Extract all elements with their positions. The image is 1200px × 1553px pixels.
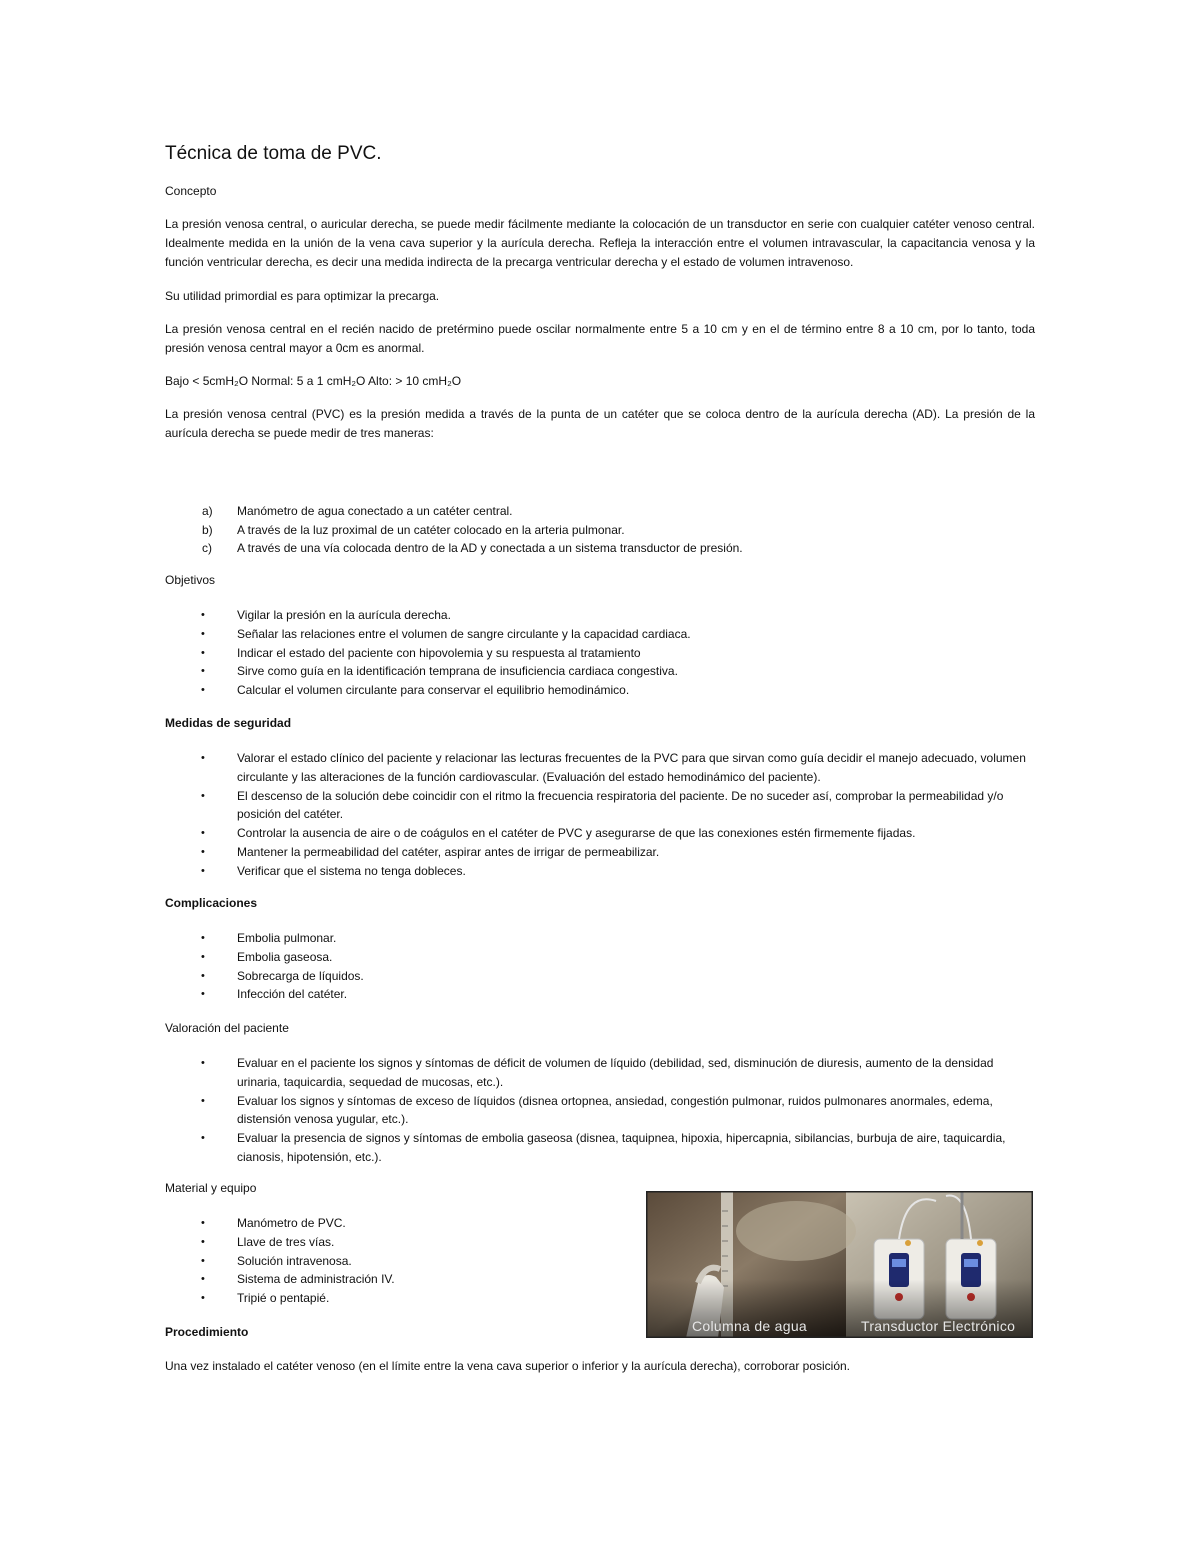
photo-illustration [646, 1191, 1033, 1338]
list-item-text: El descenso de la solución debe coincidir con el ritmo la frecuencia respiratoria del paciente. De no suceder así, comprobar la permeabilidad y/o posición del catéter. [237, 788, 1004, 822]
bullet-icon: • [201, 1254, 205, 1267]
list-item [165, 948, 1035, 967]
list-item-text: Mantener la permeabilidad del catéter, aspirar antes de irrigar de permeabilizar. [237, 844, 660, 859]
concepto-paragraph-3: La presión venosa central en el recién nacido de pretérmino puede oscilar normalmente entre 5 a 10 cm y en el de término entre 8 a 10 cm, por lo tanto, toda presión venosa central mayor a 0cm es anormal. [165, 322, 1035, 355]
list-item [165, 1214, 605, 1233]
list-item-text: Sirve como guía en la identificación temprana de insuficiencia cardiaca congestiva. [237, 664, 678, 679]
list-item [165, 1129, 1035, 1167]
list-item [165, 644, 1035, 663]
list-item-text: Embolia pulmonar. [237, 931, 337, 945]
list-item-text: Embolia gaseosa. [237, 949, 333, 964]
list-item [165, 1289, 605, 1308]
list-item [165, 681, 1035, 700]
list-marker: b) [202, 522, 213, 537]
objetivos-list [165, 606, 1035, 700]
bullet-icon: • [201, 684, 205, 697]
complicaciones-list [165, 929, 1035, 1004]
bullet-icon: • [201, 932, 205, 944]
bullet-icon: • [201, 1094, 205, 1107]
list-item-text: Manómetro de PVC. [237, 1216, 346, 1230]
list-item [165, 1054, 1035, 1092]
bullet-icon: • [201, 752, 205, 764]
list-item-text: Valorar el estado clínico del paciente y relacionar las lecturas frecuentes de la PVC para que sirvan como guía decidir el manejo adecuado, volumen circulante y las alteraciones de la función cardiovascular. (Evaluación del estado hemodinámico del paciente). [237, 751, 1026, 784]
heading-valoracion: Valoración del paciente [165, 1021, 289, 1035]
bullet-icon: • [201, 609, 205, 621]
concepto-paragraph-5: La presión venosa central (PVC) es la presión medida a través de la punta de un catéter que se coloca dentro de la aurícula derecha (AD). La presión de la aurícula derecha se puede medir de tres maneras: [165, 407, 1035, 440]
seguridad-list [165, 749, 1035, 881]
list-item [165, 749, 1035, 787]
valoracion-list [165, 1054, 1035, 1167]
list-item [165, 662, 1035, 681]
list-item [165, 502, 743, 521]
list-item-text: Señalar las relaciones entre el volumen de sangre circulante y la capacidad cardiaca. [237, 626, 691, 641]
list-item-text: Sistema de administración IV. [237, 1272, 395, 1287]
list-item-text: Tripié o pentapié. [237, 1291, 330, 1306]
list-marker: c) [202, 541, 212, 555]
bullet-icon: • [201, 1292, 205, 1305]
bullet-icon: • [201, 789, 205, 802]
list-item-text: A través de la luz proximal de un catéter colocado en la arteria pulmonar. [237, 522, 625, 537]
bullet-icon: • [201, 1057, 205, 1069]
list-item [165, 1252, 605, 1271]
list-item [165, 929, 1035, 948]
list-item [165, 787, 1035, 825]
bullet-icon: • [201, 665, 205, 678]
list-item-text: Controlar la ausencia de aire o de coágulos en el catéter de PVC y asegurarse de que las conexiones estén firmemente fijadas. [237, 826, 916, 841]
list-item-text: A través de una vía colocada dentro de la AD y conectada a un sistema transductor de presión. [237, 541, 743, 555]
bullet-icon: • [201, 646, 205, 659]
heading-concepto: Concepto [165, 184, 217, 198]
list-item-text: Manómetro de agua conectado a un catéter central. [237, 504, 513, 518]
bullet-icon: • [201, 1273, 205, 1286]
heading-complicaciones: Complicaciones [165, 896, 258, 910]
list-item-text: Sobrecarga de líquidos. [237, 968, 364, 983]
bullet-icon: • [201, 627, 205, 640]
bullet-icon: • [201, 845, 205, 858]
heading-procedimiento: Procedimiento [165, 1325, 249, 1339]
document-title: Técnica de toma de PVC. [165, 143, 382, 164]
bullet-icon: • [201, 827, 205, 840]
list-item-text: Evaluar la presencia de signos y síntomas de embolia gaseosa (disnea, taquipnea, hipoxia, hipercapnia, sibilancias, burbuja de aire, taquicardia, cianosis, hipotensión, etc.). [237, 1131, 1006, 1164]
list-item [165, 824, 1035, 843]
heading-material: Material y equipo [165, 1181, 257, 1195]
list-item-text: Indicar el estado del paciente con hipovolemia y su respuesta al tratamiento [237, 645, 641, 660]
list-item [165, 539, 743, 558]
bullet-icon: • [201, 969, 205, 982]
list-item [165, 625, 1035, 644]
heading-objetivos: Objetivos [165, 573, 216, 587]
pvc-equipment-photo [646, 1191, 1033, 1338]
list-item [165, 985, 1035, 1004]
pressure-ranges: Bajo < 5cmH₂O Normal: 5 a 1 cmH₂O Alto: > 10 cmH₂O [165, 374, 462, 388]
list-item-text: Vigilar la presión en la aurícula derecha. [237, 608, 451, 622]
bullet-icon: • [201, 1217, 205, 1229]
list-item-text: Llave de tres vías. [237, 1234, 335, 1249]
list-item-text: Evaluar los signos y síntomas de exceso de líquidos (disnea ortopnea, ansiedad, congestión pulmonar, ruidos pulmonares anormales, edema, distensión venosa yugular, etc.). [237, 1093, 993, 1127]
list-item-text: Verificar que el sistema no tenga dobleces. [237, 863, 466, 878]
list-item [165, 967, 1035, 986]
list-item [165, 521, 743, 540]
list-item [165, 1233, 605, 1252]
caption-transductor: Transductor Electrónico [861, 1318, 1016, 1334]
concepto-paragraph-2: Su utilidad primordial es para optimizar la precarga. [165, 289, 440, 303]
list-item [165, 606, 1035, 625]
caption-columna-agua: Columna de agua [692, 1318, 808, 1334]
list-item [165, 1092, 1035, 1130]
measurement-methods-list [165, 502, 743, 558]
list-item-text: Infección del catéter. [237, 987, 348, 1002]
list-item [165, 1270, 605, 1289]
list-item-text: Calcular el volumen circulante para conservar el equilibrio hemodinámico. [237, 683, 630, 698]
list-item-text: Evaluar en el paciente los signos y síntomas de déficit de volumen de líquido (debilidad, sed, disminución de diuresis, aumento de la densidad urinaria, taquicardia, sequedad de mucosas, etc.). [237, 1056, 994, 1089]
concepto-paragraph-1: La presión venosa central, o auricular derecha, se puede medir fácilmente mediante la colocación de un transductor en serie con cualquier catéter venoso central. Idealmente medida en la unión de la vena cava superior y la aurícula derecha. Refleja la interacción entre el volumen intravascular, la capacitancia venosa y la función ventricular derecha, es decir una medida indirecta de la precarga ventricular derecha y el estado de volumen intravenoso. [165, 217, 1035, 269]
bullet-icon: • [201, 988, 205, 1001]
procedimiento-text: Una vez instalado el catéter venoso (en el límite entre la vena cava superior o inferior y la aurícula derecha), corroborar posición. [165, 1359, 851, 1373]
list-item-text: Solución intravenosa. [237, 1253, 352, 1268]
list-item [165, 843, 1035, 862]
bullet-icon: • [201, 864, 205, 877]
bullet-icon: • [201, 1235, 205, 1248]
bullet-icon: • [201, 950, 205, 963]
list-marker: a) [202, 504, 213, 518]
list-item [165, 862, 1035, 881]
material-list [165, 1214, 605, 1308]
bullet-icon: • [201, 1132, 205, 1145]
heading-medidas-seguridad: Medidas de seguridad [165, 716, 292, 730]
